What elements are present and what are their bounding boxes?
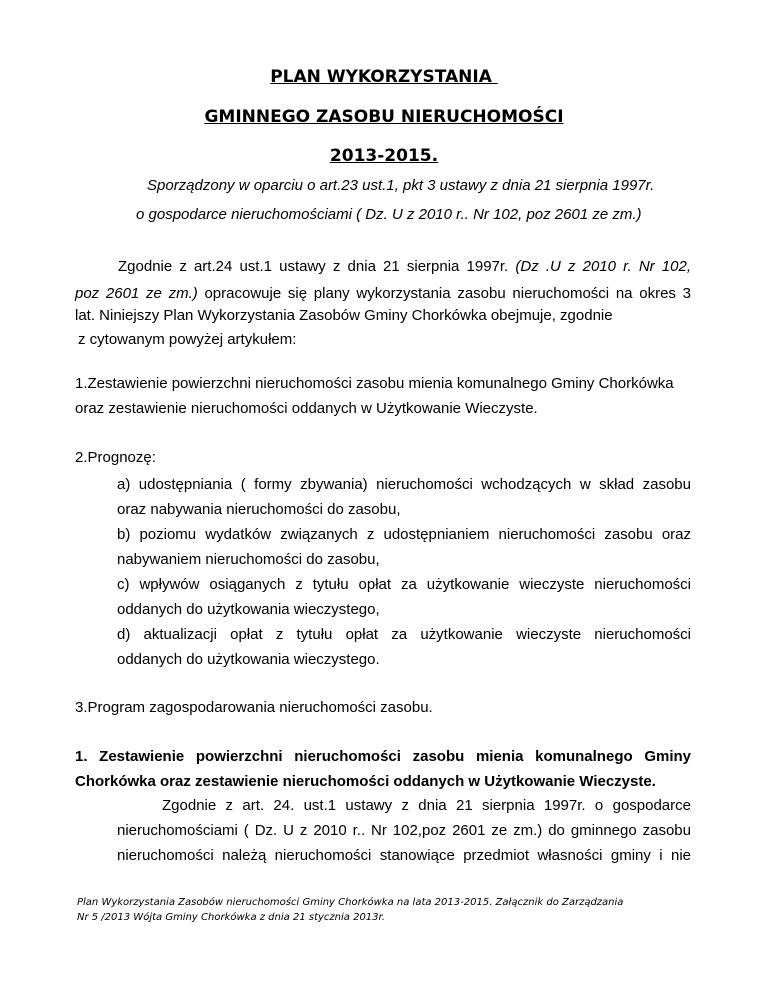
title-line-1: PLAN WYKORZYSTANIA	[270, 67, 498, 87]
intro-line-1: Zgodnie z art.24 ust.1 ustawy z dnia 21 sierpnia 1997r. (Dz .U z 2010 r. Nr 102,	[118, 258, 691, 275]
point2-heading: 2.Prognozę:	[75, 449, 156, 466]
section1-heading-line-2: Chorkówka oraz zestawienie nieruchomości oddanych w Użytkowanie Wieczyste.	[75, 773, 656, 790]
point2-c-line-1: c) wpływów osiąganych z tytułu opłat za użytkowanie wieczyste nieruchomości	[117, 576, 691, 593]
title-line-3: 2013-2015.	[329, 146, 439, 166]
point2-d-line-2: oddanych do użytkowania wieczystego.	[117, 651, 380, 668]
intro-line-3: lat. Niniejszy Plan Wykorzystania Zasobów Gminy Chorkówka obejmuje, zgodnie	[75, 307, 613, 324]
section1-heading-line-1: 1. Zestawienie powierzchni nieruchomości zasobu mienia komunalnego Gminy	[75, 748, 691, 765]
point2-a-line-1: a) udostępniania ( formy zbywania) nieruchomości wchodzących w skład zasobu	[117, 476, 691, 493]
point2-c-line-2: oddanych do użytkowania wieczystego,	[117, 601, 380, 618]
title-line-2: GMINNEGO ZASOBU NIERUCHOMOŚCI	[204, 107, 564, 127]
point3-line: 3.Program zagospodarowania nieruchomości zasobu.	[75, 699, 433, 716]
point2-d-line-1: d) aktualizacji opłat z tytułu opłat za użytkowanie wieczyste nieruchomości	[117, 626, 691, 643]
intro-line-2: poz 2601 ze zm.) opracowuje się plany wykorzystania zasobu nieruchomości na okres 3	[75, 285, 691, 302]
point2-a-line-2: oraz nabywania nieruchomości do zasobu,	[117, 501, 401, 518]
intro-line-4: z cytowanym powyżej artykułem:	[78, 331, 297, 348]
subtitle-line-1: Sporządzony w oparciu o art.23 ust.1, pkt 3 ustawy z dnia 21 sierpnia 1997r.	[147, 177, 655, 194]
section1-para-line-3: nieruchomości należą nieruchomości stanowiące przedmiot własności gminy i nie	[117, 847, 691, 864]
point2-b-line-2: nabywaniem nieruchomości do zasobu,	[117, 551, 380, 568]
point1-line-2: oraz zestawienie nieruchomości oddanych w Użytkowanie Wieczyste.	[75, 400, 538, 417]
footer-line-2: Nr 5 /2013 Wójta Gminy Chorkówka z dnia 21 stycznia 2013r.	[77, 912, 385, 923]
section1-para-line-1: Zgodnie z art. 24. ust.1 ustawy z dnia 21 sierpnia 1997r. o gospodarce	[162, 797, 691, 814]
subtitle-line-2: o gospodarce nieruchomościami ( Dz. U z 2010 r.. Nr 102, poz 2601 ze zm.)	[136, 206, 642, 223]
point2-b-line-1: b) poziomu wydatków związanych z udostępnianiem nieruchomości zasobu oraz	[117, 526, 691, 543]
section1-para-line-2: nieruchomościami ( Dz. U z 2010 r.. Nr 102,poz 2601 ze zm.) do gminnego zasobu	[117, 822, 691, 839]
point1-line-1: 1.Zestawienie powierzchni nieruchomości zasobu mienia komunalnego Gminy Chorkówka	[75, 375, 674, 392]
footer-line-1: Plan Wykorzystania Zasobów nieruchomości Gminy Chorkówka na lata 2013-2015. Załącznik do Zarządzania	[77, 897, 624, 908]
